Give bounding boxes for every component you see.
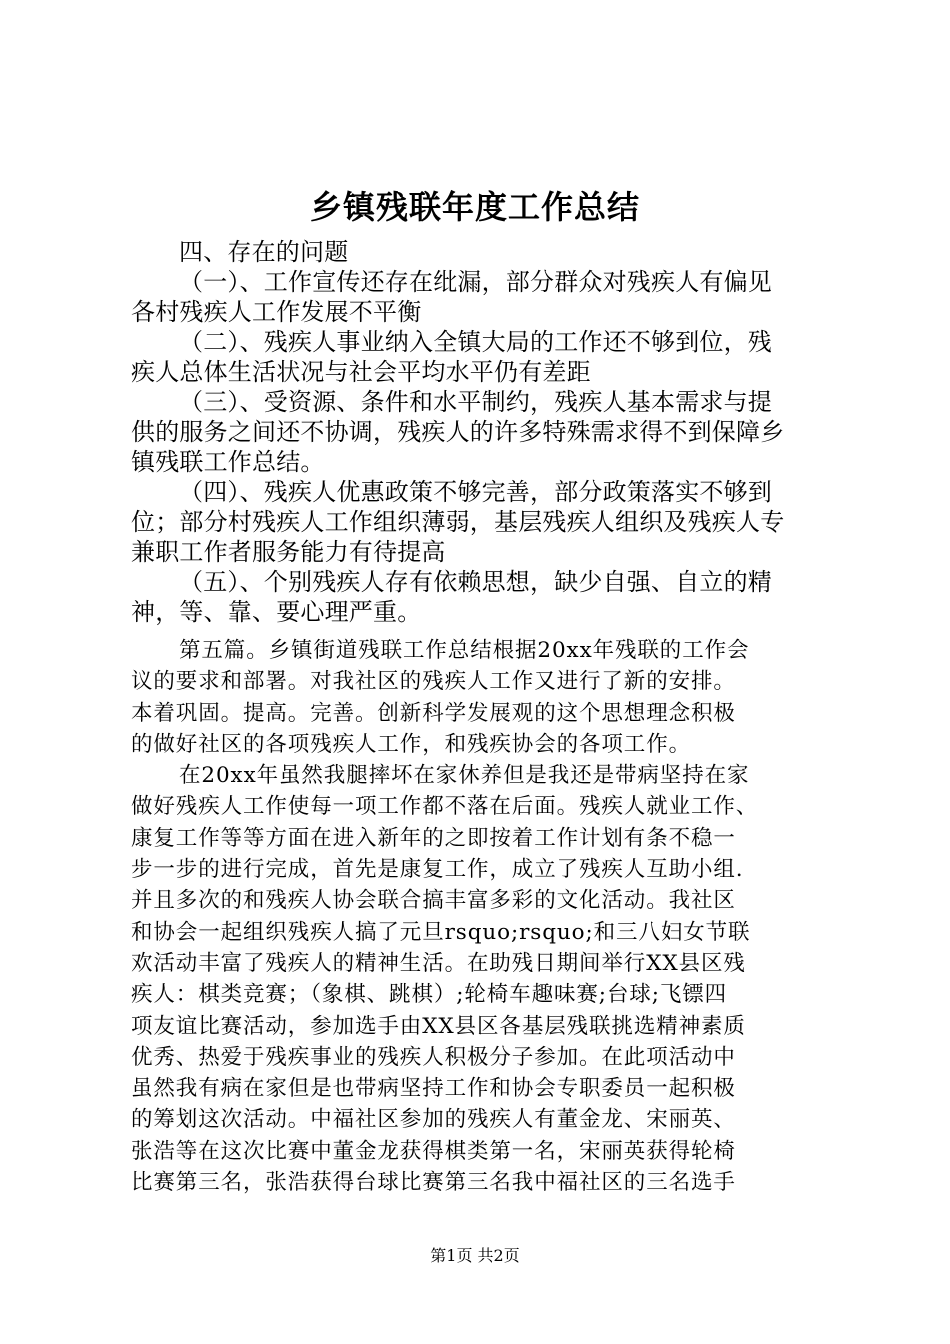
paragraph-line: 本着巩固。提高。完善。创新科学发展观的这个思想理念积极 xyxy=(131,700,736,726)
paragraph-line: 并且多次的和残疾人协会联合搞丰富多彩的文化活动。我社区 xyxy=(131,888,736,914)
issue-line: （一）、工作宣传还存在纰漏，部分群众对残疾人有偏见 xyxy=(179,268,772,296)
paragraph-line: 第五篇。乡镇街道残联工作总结根据20xx年残联的工作会 xyxy=(179,638,750,663)
paragraph-line: 在20xx年虽然我腿摔坏在家休养但是我还是带病坚持在家 xyxy=(179,763,750,789)
issue-line: 镇残联工作总结。 xyxy=(131,448,325,476)
issue-line: 各村残疾人工作发展不平衡 xyxy=(131,298,422,326)
document-title: 乡镇残联年度工作总结 xyxy=(309,188,640,226)
issue-line: 位；部分村残疾人工作组织薄弱，基层残疾人组织及残疾人专 xyxy=(131,508,785,536)
body-text xyxy=(131,635,831,1198)
issue-line: 疾人总体生活状况与社会平均水平仍有差距 xyxy=(131,358,591,386)
paragraph-line: 疾人：棋类竞赛；（象棋、跳棋）;轮椅车趣味赛;台球;飞镖四 xyxy=(131,982,728,1008)
paragraph-line: 欢活动丰富了残疾人的精神生活。在助残日期间举行XX县区残 xyxy=(131,950,746,976)
paragraph-line: 优秀、热爱于残疾事业的残疾人积极分子参加。在此项活动中 xyxy=(131,1044,736,1070)
paragraph-line: 的筹划这次活动。中福社区参加的残疾人有董金龙、宋丽英、 xyxy=(131,1107,736,1133)
issue-line: 供的服务之间还不协调，残疾人的许多特殊需求得不到保障乡 xyxy=(131,418,785,446)
page-footer: 第1页 共2页 xyxy=(430,1246,520,1265)
paragraph-line: 虽然我有病在家但是也带病坚持工作和协会专职委员一起积极 xyxy=(131,1076,736,1102)
issue-line: 神，等、靠、要心理严重。 xyxy=(131,598,422,626)
paragraph-line: 项友谊比赛活动，参加选手由XX县区各基层残联挑选精神素质 xyxy=(131,1013,746,1039)
paragraph-line: 做好残疾人工作使每一项工作都不落在后面。残疾人就业工作、 xyxy=(131,794,759,820)
paragraph-line: 的做好社区的各项残疾人工作，和残疾协会的各项工作。 xyxy=(131,731,692,757)
issue-line: （三）、受资源、条件和水平制约，残疾人基本需求与提 xyxy=(179,388,772,416)
paragraph-line: 步一步的进行完成，首先是康复工作，成立了残疾人互助小组. xyxy=(131,857,744,883)
paragraph-line: 张浩等在这次比赛中董金龙获得棋类第一名，宋丽英获得轮椅 xyxy=(131,1138,736,1164)
section-heading: 四、存在的问题 xyxy=(179,238,349,266)
issue-line: （二）、残疾人事业纳入全镇大局的工作还不够到位，残 xyxy=(179,328,772,356)
paragraph-line: 比赛第三名，张浩获得台球比赛第三名我中福社区的三名选手 xyxy=(131,1170,736,1196)
paragraph-line: 康复工作等等方面在进入新年的之即按着工作计划有条不稳一 xyxy=(131,825,736,851)
issue-line: （四）、残疾人优惠政策不够完善，部分政策落实不够到 xyxy=(179,478,772,506)
issues-section xyxy=(131,237,831,627)
paragraph-line: 和协会一起组织残疾人搞了元旦rsquo;rsquo;和三八妇女节联 xyxy=(131,919,751,945)
paragraph-line: 议的要求和部署。对我社区的残疾人工作又进行了新的安排。 xyxy=(131,669,736,695)
issue-line: （五）、个别残疾人存有依赖思想，缺少自强、自立的精 xyxy=(179,568,772,596)
issue-line: 兼职工作者服务能力有待提高 xyxy=(131,538,446,566)
